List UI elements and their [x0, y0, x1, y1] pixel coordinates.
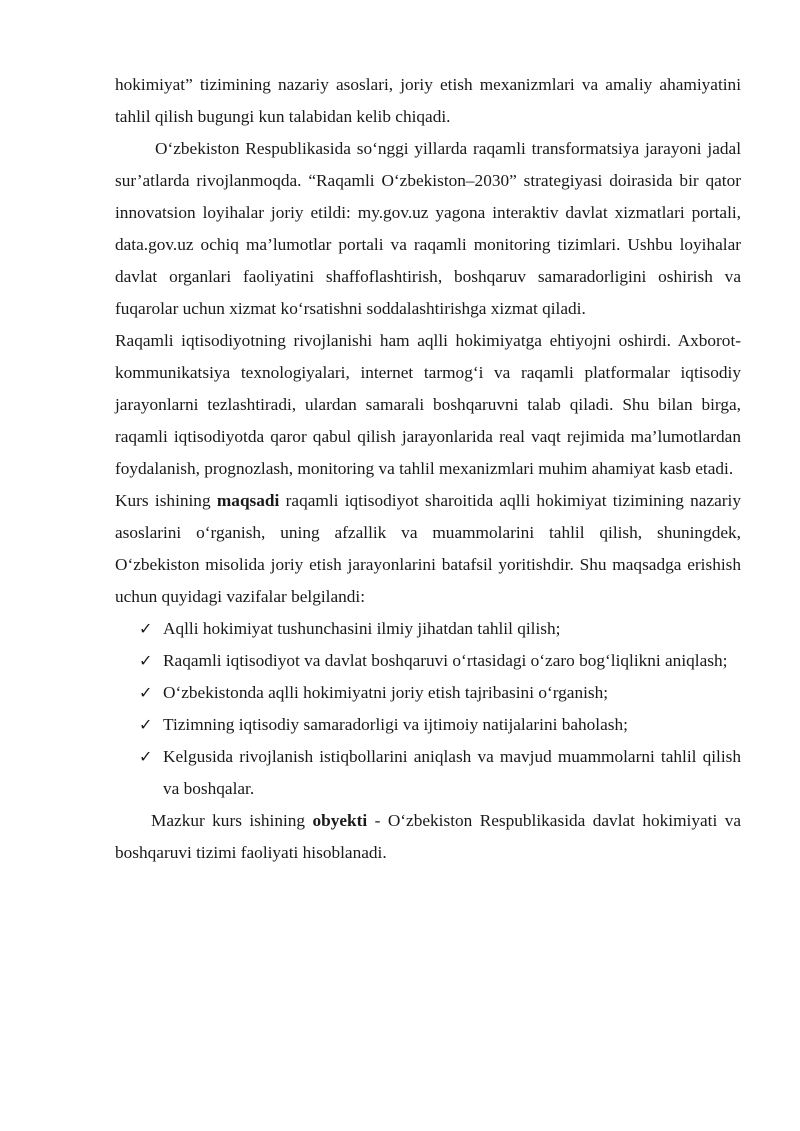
task-list	[115, 613, 741, 805]
paragraph-intro-continuation: hokimiyat” tizimining nazariy asoslari, joriy etish mexanizmlari va amaliy ahamiyatini tahlil qilish bugungi kun talabidan kelib chiqadi.	[115, 75, 741, 126]
object-text-start: Mazkur kurs ishining	[151, 811, 313, 830]
goal-text-start: Kurs ishining	[115, 491, 217, 510]
object-keyword: obyekti	[312, 811, 368, 830]
task-list-item	[115, 741, 741, 805]
task-text: Raqamli iqtisodiyot va davlat boshqaruvi o‘rtasidagi o‘zaro bog‘liqlikni aniqlash;	[163, 651, 728, 670]
task-list-item	[115, 613, 741, 645]
task-text: Tizimning iqtisodiy samaradorligi va ijtimoiy natijalarini baholash;	[163, 715, 628, 734]
paragraph-digital-transformation: O‘zbekiston Respublikasida so‘nggi yillarda raqamli transformatsiya jarayoni jadal sur’atlarda rivojlanmoqda. “Raqamli O‘zbekiston–2030” strategiyasi doirasida bir qator innovatsion loyihalar joriy etildi: my.gov.uz yagona interaktiv davlat xizmatlari portali, data.gov.uz ochiq ma’lumotlar portali va raqamli monitoring tizimlari. Ushbu loyihalar davlat organlari faoliyatini shaffoflashtirish, boshqaruv samaradorligini oshirish va fuqarolar uchun xizmat ko‘rsatishni soddalashtirishga xizmat qiladi.	[115, 139, 741, 318]
checkmark-icon: ✓	[139, 715, 153, 734]
task-list-item	[115, 645, 741, 677]
checkmark-icon: ✓	[139, 619, 153, 638]
goal-text-end: raqamli iqtisodiyot sharoitida aqlli hokimiyat tizimining nazariy asoslarini o‘rganish, uning afzallik va muammolarini tahlil qilish, shuningdek, O‘zbekiston misolida joriy etish jarayonlarini batafsil yoritishdir. Shu maqsadga erishish uchun quyidagi vazifalar belgilandi:	[115, 491, 741, 606]
checkmark-icon: ✓	[139, 683, 153, 702]
object-text-end: - O‘zbekiston Respublikasida davlat hokimiyati va boshqaruvi tizimi faoliyati hisoblanadi.	[115, 811, 742, 862]
goal-keyword: maqsadi	[216, 491, 280, 510]
checkmark-icon: ✓	[139, 651, 153, 670]
task-list-item	[115, 709, 741, 741]
task-text: Aqlli hokimiyat tushunchasini ilmiy jihatdan tahlil qilish;	[163, 619, 561, 638]
paragraph-course-object	[115, 805, 741, 869]
task-text: Kelgusida rivojlanish istiqbollarini aniqlash va mavjud muammolarni tahlil qilish va boshqalar.	[163, 747, 741, 798]
paragraph-digital-economy: Raqamli iqtisodiyotning rivojlanishi ham aqlli hokimiyatga ehtiyojni oshirdi. Axborot-kommunikatsiya texnologiyalari, internet tarmog‘i va raqamli platformalar iqtisodiy jarayonlarni tezlashtiradi, ulardan samarali boshqaruvni talab qiladi. Shu bilan birga, raqamli iqtisodiyotda qaror qabul qilish jarayonlarida real vaqt rejimida ma’lumotlardan foydalanish, prognozlash, monitoring va tahlil mexanizmlari muhim ahamiyat kasb etadi.	[115, 331, 741, 478]
task-list-item	[115, 677, 741, 709]
task-text: O‘zbekistonda aqlli hokimiyatni joriy etish tajribasini o‘rganish;	[163, 683, 609, 702]
document-page	[115, 69, 741, 869]
paragraph-course-goal	[115, 485, 741, 613]
checkmark-icon: ✓	[139, 747, 153, 766]
